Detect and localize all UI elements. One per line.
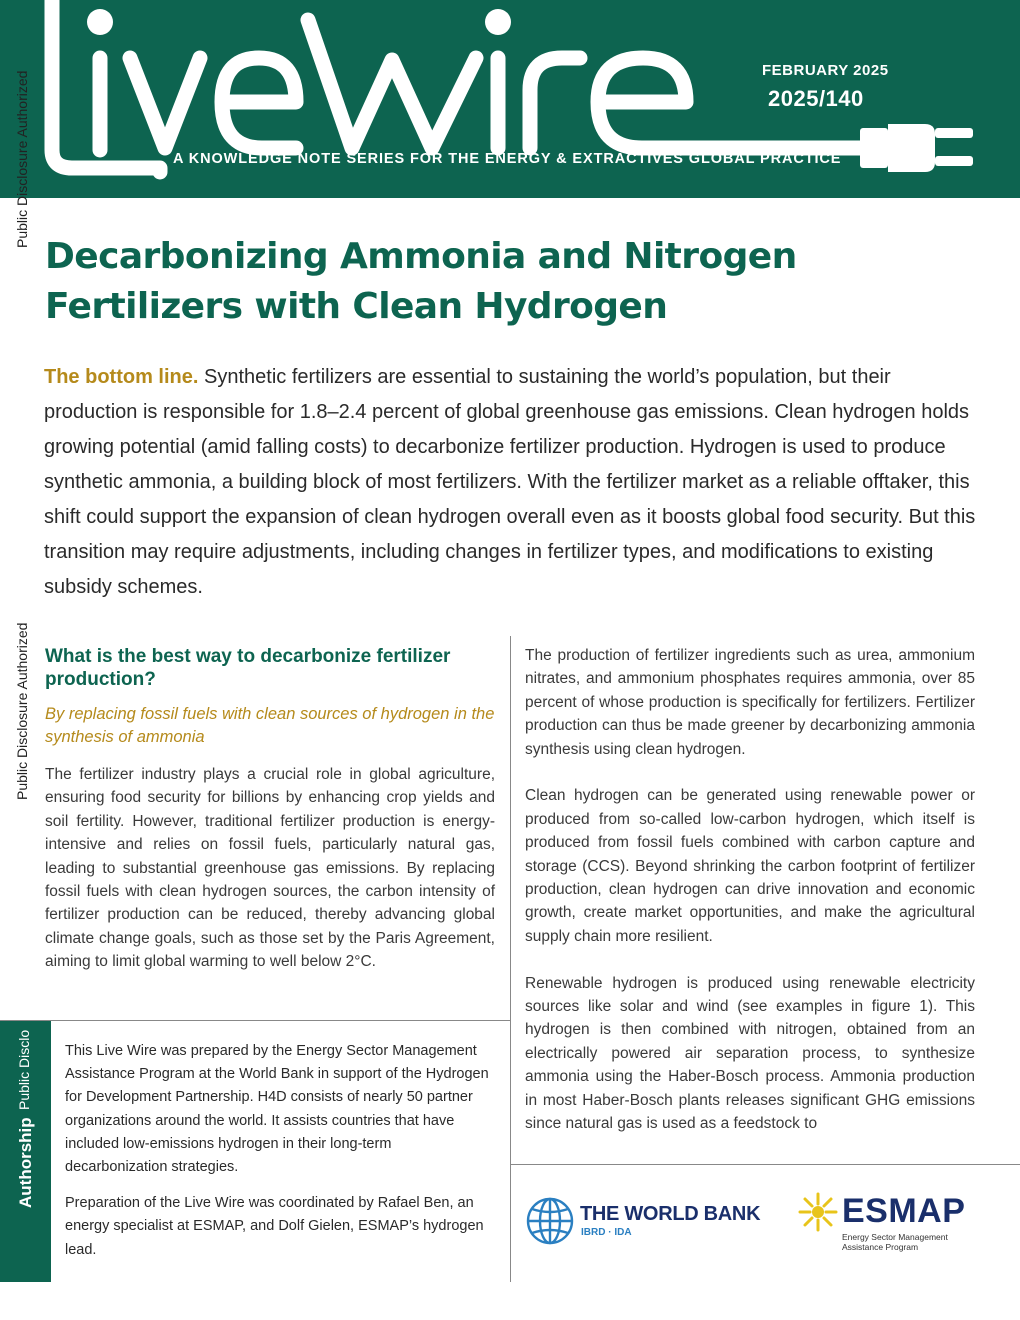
esmap-name: ESMAP — [842, 1192, 966, 1230]
right-column — [525, 644, 975, 1134]
esmap-sun-icon — [798, 1192, 838, 1232]
right-paragraph-1: The production of fertilizer ingredients such as urea, ammonium nitrates, and ammonium phosphates requires ammonia, over 85 percent of whose production is specifically for fertilizers. Fertilizer production can thus be made greener by decarbonizing ammonia synthesis using clean hydrogen. — [525, 647, 975, 758]
bottom-line-summary — [44, 360, 979, 605]
page-title: Decarbonizing Ammonia and Nitrogen Fertilizers with Clean Hydrogen — [45, 236, 797, 327]
world-bank-name: THE WORLD BANK — [580, 1203, 761, 1225]
column-divider — [510, 636, 511, 1282]
left-paragraph: The fertilizer industry plays a crucial role in global agriculture, ensuring food security for billions by enhancing crop yields and soil fertility. However, traditional fertilizer production is energy-intensive and relies on fossil fuels, particularly natural gas, leading to substantial greenhouse gas emissions. By replacing fossil fuels with clean hydrogen sources, the carbon intensity of fertilizer production can be reduced, thereby advancing global climate change goals, such as those set by the Paris Agreement, aiming to limit global warming to well below 2°C. — [45, 766, 495, 971]
right-paragraph-3: Renewable hydrogen is produced using renewable electricity sources like solar and wind (see examples in figure 1). This hydrogen is then combined with nitrogen, obtained from an electrically powered air separation process, to synthesize ammonia using the Haber-Bosch process. Ammonia production in most Haber-Bosch plants releases significant GHG emissions since natural gas is used as a feedstock to — [525, 974, 975, 1133]
bottom-line-lead: The bottom line. — [44, 366, 199, 388]
authorship-text — [65, 1040, 495, 1275]
right-paragraph-2: Clean hydrogen can be generated using renewable power or produced from so-called low-carbon hydrogen, which itself is produced from fossil fuels combined with carbon capture and storage (CCS). Beyond shrinking the carbon footprint of fertilizer production, clean hydrogen can drive innovation and economic growth, create market opportunities, and make the agricultural supply chain more resilient. — [525, 787, 975, 945]
world-bank-globe-icon — [525, 1196, 575, 1246]
world-bank-subtitle: IBRD · IDA — [581, 1227, 632, 1238]
authorship-paragraph-2: Preparation of the Live Wire was coordinated by Rafael Ben, an energy specialist at ESMAP, and Dolf Gielen, ESMAP’s hydrogen lead. — [65, 1195, 484, 1258]
masthead — [0, 0, 1020, 198]
section-heading: What is the best way to decarbonize fertilizer production? — [45, 646, 451, 690]
left-column — [45, 645, 495, 974]
issue-number: 2025/140 — [768, 86, 864, 111]
section-divider-right — [511, 1164, 1020, 1165]
authorship-label: Authorship — [16, 1117, 35, 1208]
authorship-paragraph-1: This Live Wire was prepared by the Energy Sector Management Assistance Program at the World Bank in support of the Hydrogen for Development Partnership. H4D consists of nearly 50 partner organizations around the world. It assists countries that have included low-emissions hydrogen in their long-term decarbonization strategies. — [65, 1043, 489, 1176]
issue-date: FEBRUARY 2025 — [762, 62, 889, 79]
disclosure-label-top: Public Disclosure Authorized — [14, 70, 30, 248]
disclosure-label-bottom: Public Disclo — [16, 1029, 32, 1110]
disclosure-label-middle: Public Disclosure Authorized — [14, 622, 30, 800]
esmap-subtitle: Energy Sector Management Assistance Program — [842, 1232, 948, 1252]
bottom-line-text: Synthetic fertilizers are essential to sustaining the world’s population, but their production is responsible for 1.8–2.4 percent of global greenhouse gas emissions. Clean hydrogen holds growing potential (amid falling costs) to decarbonize fertilizer production. Hydrogen is used to produce synthetic ammonia, a building block of most fertilizers. With the fertilizer market as a reliable offtaker, this shift could support the expansion of clean hydrogen overall even as it boosts global food security. But this transition may require adjustments, including changes in fertilizer types, and modifications to existing subsidy schemes. — [44, 366, 976, 598]
section-divider-left — [0, 1020, 511, 1021]
livewire-logo — [0, 0, 1020, 198]
series-tagline: A KNOWLEDGE NOTE SERIES FOR THE ENERGY & EXTRACTIVES GLOBAL PRACTICE — [173, 151, 842, 167]
section-subheading: By replacing fossil fuels with clean sources of hydrogen in the synthesis of ammonia — [45, 705, 495, 746]
